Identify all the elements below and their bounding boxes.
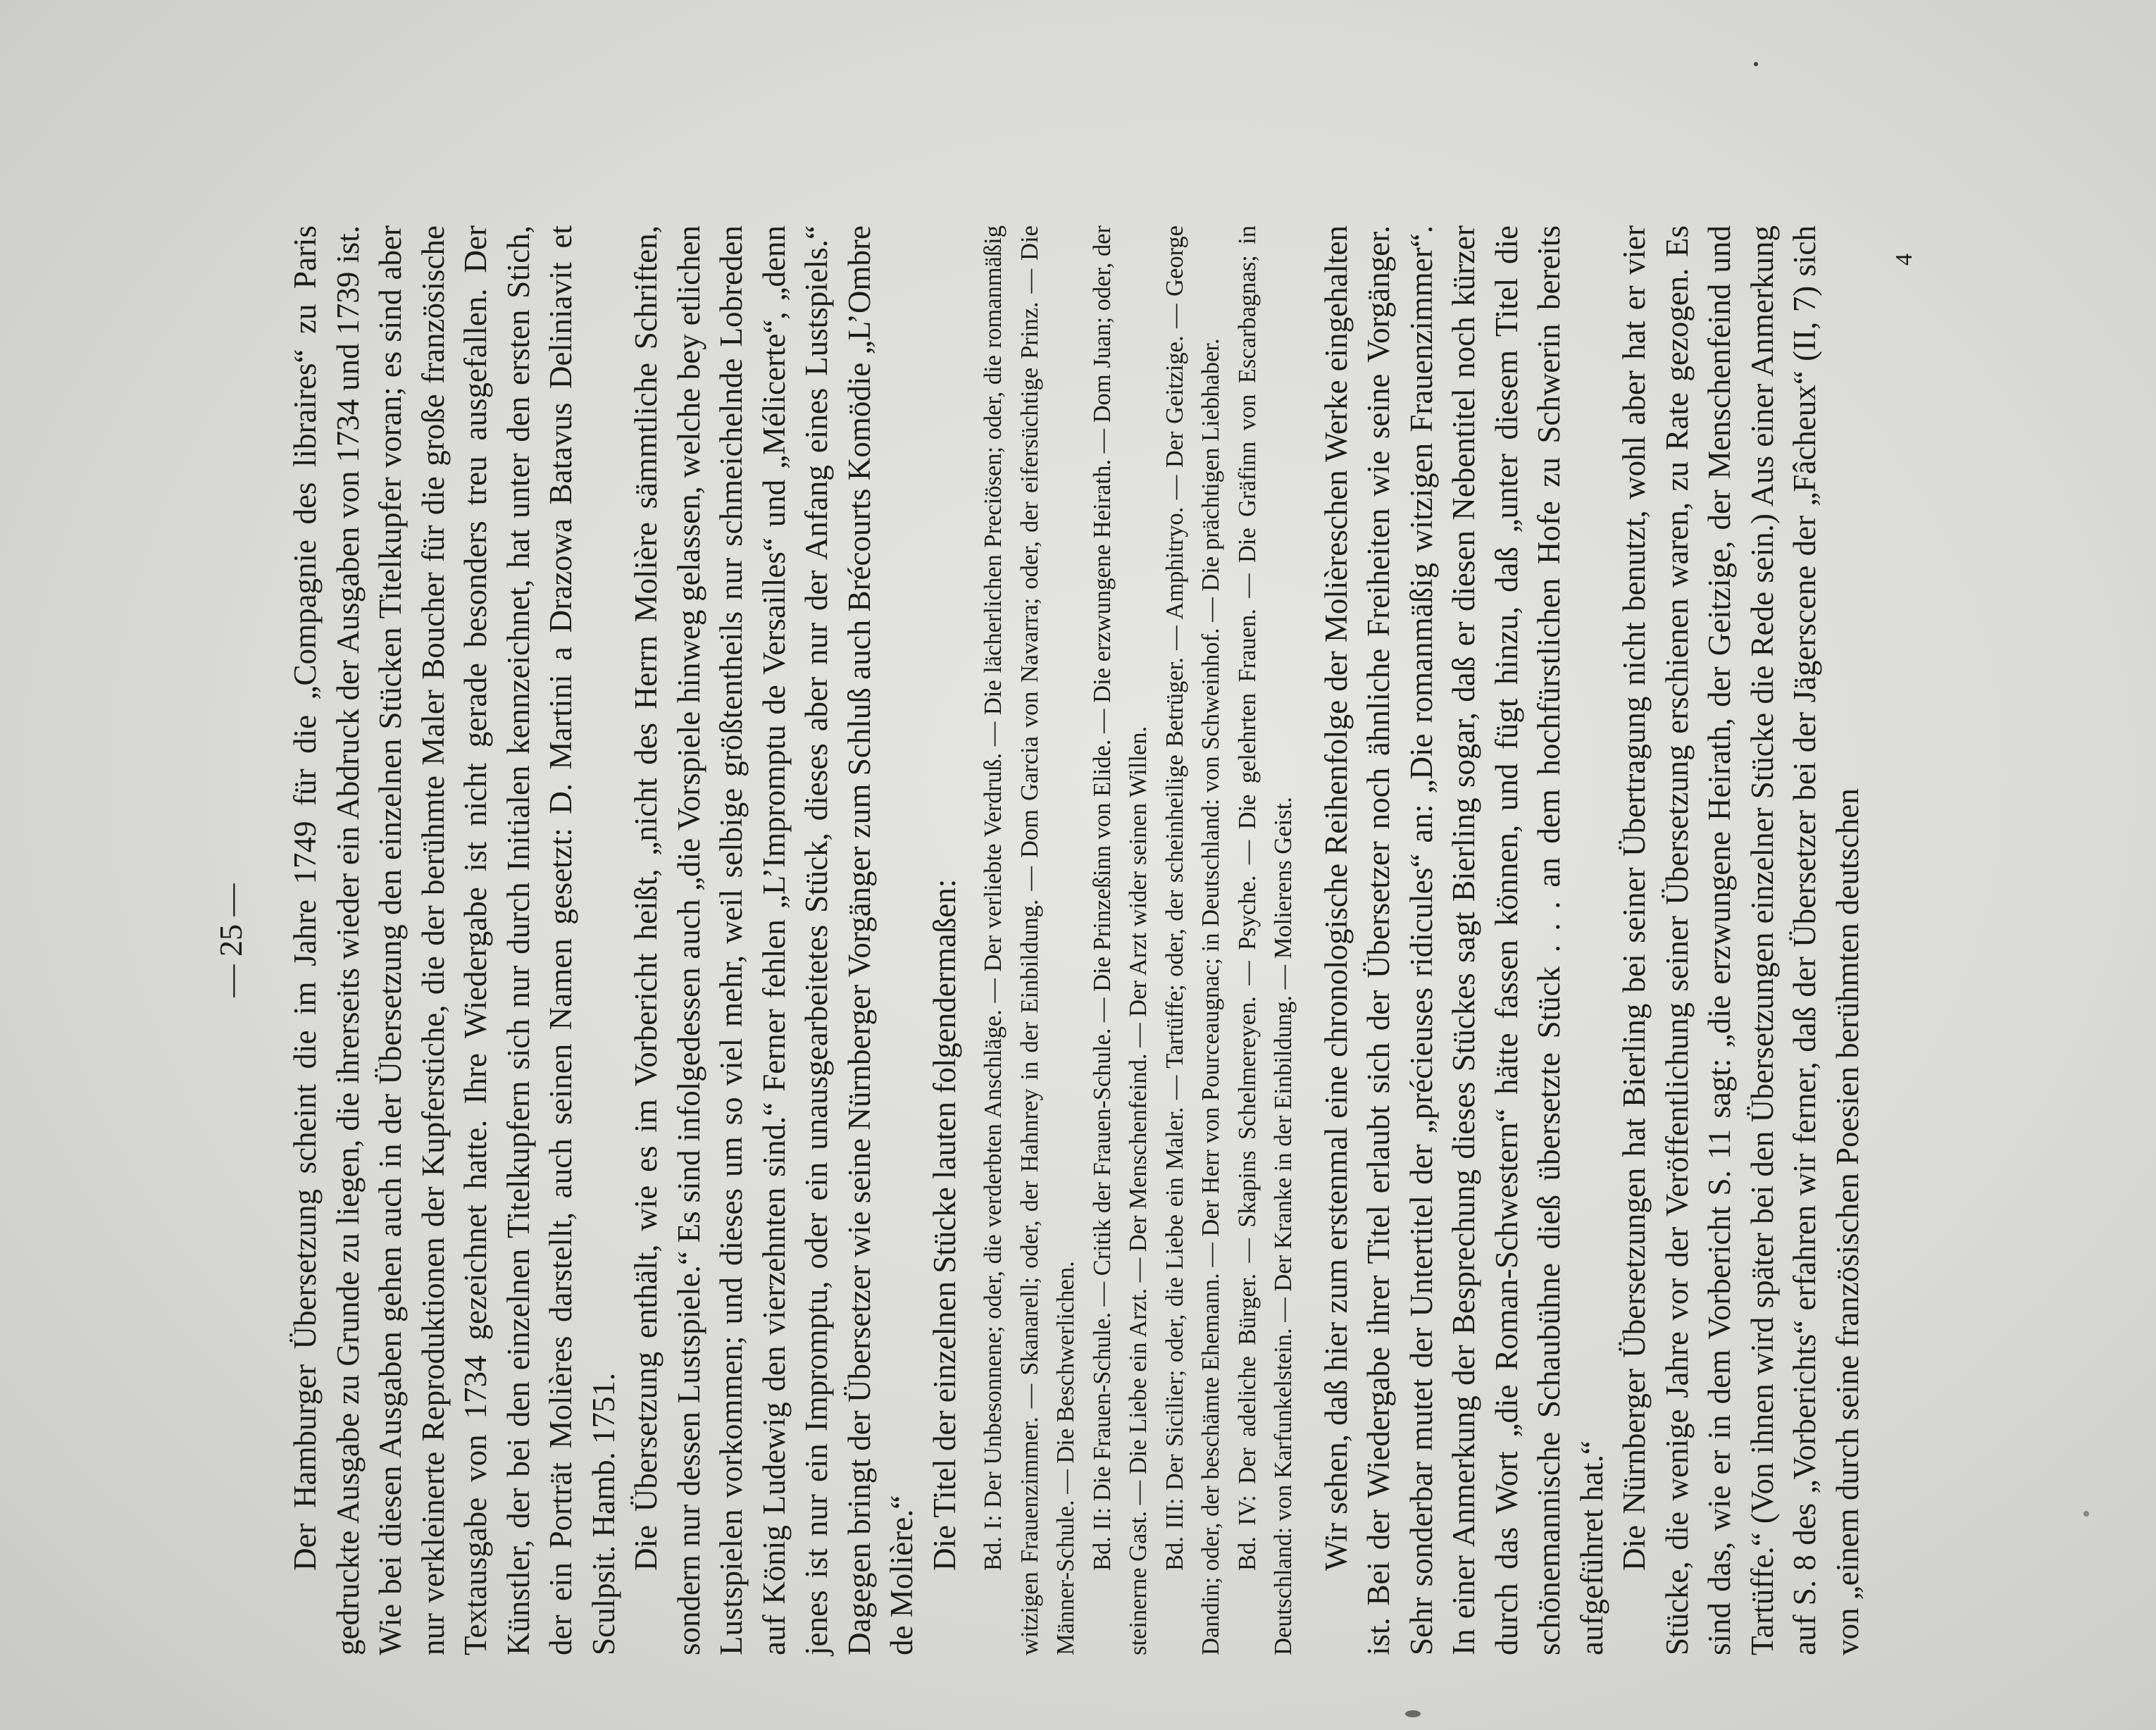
page-header: [206, 225, 256, 1655]
paragraph-hamburg-translation: Der Hamburger Übersetzung scheint die im Jahre 1749 für die „Compagnie des libraires“ zu Paris gedruckte Ausgabe zu Grunde zu liegen, die ihrerseits wieder ein Abdruck der Ausgaben von 1734 und 1739 ist. Wie bei diesen Ausgaben gehen auch in der Übersetzung den einzelnen Stücken Titelkupfer voran; es sind aber nur verkleinerte Reproduktionen der Kupferstiche, die der berühmte Maler Boucher für die große französische Textausgabe von 1734 gezeichnet hatte. Ihre Wiedergabe ist nicht gerade besonders treu ausgefallen. Der Künstler, der bei den einzelnen Titelkupfern sich nur durch Initialen kennzeichnet, hat unter den ersten Stich, der ein Porträt Molières darstellt, auch seinen Namen gesetzt: D. Martini a Drazowa Batavus Deliniavit et Sculpsit. Hamb. 1751.: [287, 225, 621, 1655]
page-number: — 25 —: [213, 883, 249, 997]
volume-title-list: [976, 225, 1302, 1655]
scan-smudge: [1405, 1710, 1421, 1717]
paragraph-titles-intro: Die Titel der einzelnen Stücke lauten folgendermaßen:: [926, 878, 962, 1571]
paragraph-chronological-order: Wir sehen, daß hier zum erstenmal eine chronologische Reihenfolge der Molièreschen Werke eingehalten ist. Bei der Wiedergabe ihrer Titel erlaubt sich der Übersetzer noch ähnliche Freiheiten wie seine Vorgänger. Sehr sonderbar mutet der Untertitel der „précieuses ridicules“ an: „Die romanmäßig witzigen Frauenzimmer“. In einer Anmerkung der Besprechung dieses Stückes sagt Bierling sogar, daß er diesen Nebentitel noch kürzer durch das Wort „die Roman-Schwestern“ hätte fassen können, und fügt hinzu, daß „unter diesem Titel die schönemannische Schaubühne dieß übersetzte Stück . . . an dem hochfürstlichen Hofe zu Schwerin bereits aufgeführet hat.“: [1318, 225, 1609, 1655]
volume-1-titles: Bd. I: Der Unbesonnene; oder, die verderbten Anschläge. — Der verliebte Verdruß. — Die lächerlichen Preciösen; oder, die romanmäßig witzigen Frauenzimmer. — Skanarell; oder, der Hahnrey in der Einbildung. — Dom Garcia von Navarra; oder, der eifersüchtige Prinz. — Die Männer-Schule. — Die Beschwerlichen.: [980, 225, 1079, 1655]
volume-2-titles: Bd. II: Die Frauen-Schule. — Critik der Frauen-Schule. — Die Prinzeßinn von Elide. — Die erzwungene Heirath. — Dom Juan; oder, der steinerne Gast. — Die Liebe ein Arzt. — Der Menschenfeind. — Der Arzt wider seinen Willen.: [1088, 225, 1152, 1655]
signature-mark: 4: [1891, 254, 1917, 266]
scan-smudge: [1754, 62, 1758, 66]
paragraph-translation-contents: Die Übersetzung enthält, wie es im Vorbericht heißt, „nicht des Herrn Molière sämmtliche Schriften, sondern nur dessen Lustspiele.“ Es sind infolgedessen auch „die Vorspiele hinweg gelassen, welche bey etlichen Lustspielen vorkommen; und dieses um so viel mehr, weil selbige größtentheils nur schmeichelnde Lobreden auf König Ludewig den vierzehnten sind.“ Ferner fehlen „L’Impromptu de Versailles“ und „Mélicerte“, „denn jenes ist nur ein Impromptu, oder ein unausgearbeitetes Stück, dieses aber nur der Anfang eines Lustspiels.“ Dagegen bringt der Übersetzer wie seine Nürnberger Vorgänger zum Schluß auch Brécourts Komödie „L’Ombre de Molière.“: [628, 225, 919, 1655]
book-page: [206, 225, 1917, 1655]
page-body: [284, 225, 1869, 1655]
volume-4-titles: Bd. IV: Der adeliche Bürger. — Skapins Schelmereyen. — Psyche. — Die gelehrten Frauen. — Die Gräfinn von Escarbagnas; in Deutschland: von Karfunkelstein. — Der Kranke in der Einbildung. — Molierens Geist.: [1233, 225, 1297, 1655]
volume-3-titles: Bd. III: Der Sicilier; oder, die Liebe ein Maler. — Tartüffe; oder, der scheinheilige Betrüger. — Amphitryo. — Der Geitzige. — George Dandin; oder, der beschämte Ehemann. — Der Herr von Pourceaugnac; in Deutschland: von Schweinhof. — Die prächtigen Liebhaber.: [1161, 225, 1224, 1655]
scan-smudge: [2083, 1511, 2089, 1517]
paragraph-nuremberg-translations: Die Nürnberger Übersetzungen hat Bierling bei seiner Übertragung nicht benutzt, wohl aber hat er vier Stücke, die wenige Jahre vor der Veröffentlichung seiner Übersetzung erschienen waren, zu Rate gezogen. Es sind das, wie er in dem Vorbericht S. 11 sagt: „die erzwungene Heirath, der Geitzige, der Menschenfeind und Tartüffe.“ (Von ihnen wird später bei den Übersetzungen einzelner Stücke die Rede sein.) Aus einer Anmerkung auf S. 8 des „Vorberichts“ erfahren wir ferner, daß der Übersetzer bei der Jägerscene der „Fâcheux“ (II, 7) sich von „einem durch seine französischen Poesien berühmten deutschen: [1616, 225, 1865, 1655]
